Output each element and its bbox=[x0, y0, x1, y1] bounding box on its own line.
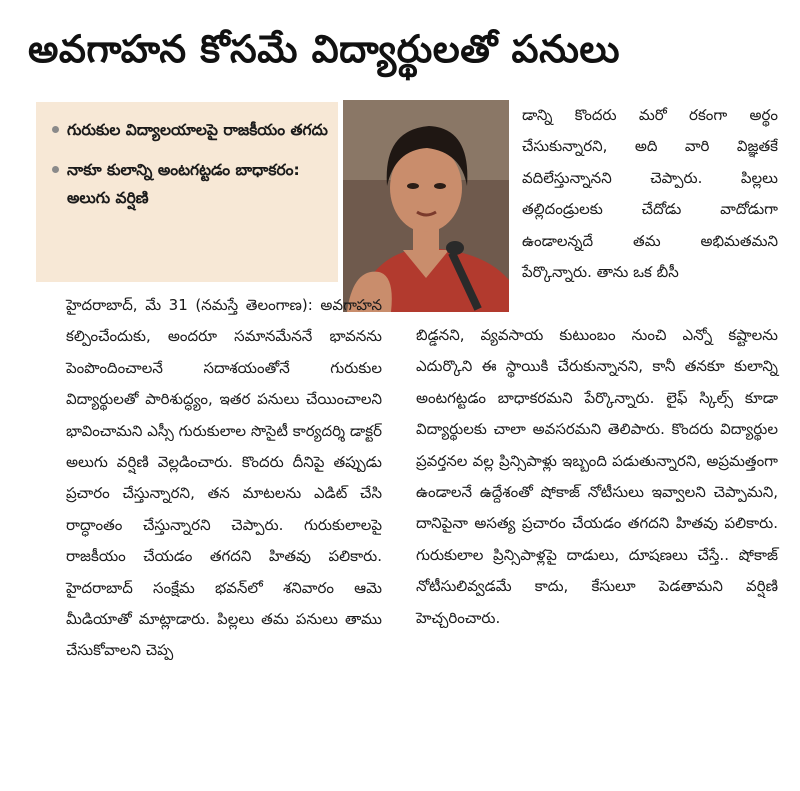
article-column-right-top bbox=[522, 100, 778, 288]
article-headline: అవగాహన కోసమే విద్యార్థులతో పనులు bbox=[28, 27, 620, 71]
article-paragraph: డాన్ని కొందరు మరో రకంగా అర్థం చేసుకున్నారని, అది వారి విజ్ఞతకే వదిలేస్తున్నానని చెప్పారు. పిల్లలు తల్లిదండ్రులకు చేదోడు వాదోడుగా ఉండాలన్నదే తమ అభిమతమని పేర్కొన్నారు. తాను ఒక బీసీ bbox=[522, 106, 778, 282]
article-column-left bbox=[66, 290, 382, 667]
bullet-icon bbox=[52, 126, 59, 133]
bullet-icon bbox=[52, 166, 59, 173]
highlight-text: గురుకుల విద్యాలయాలపై రాజకీయం తగదు bbox=[67, 121, 328, 139]
highlight-item bbox=[50, 156, 328, 212]
article-paragraph: హైదరాబాద్, మే 31 (నమస్తే తెలంగాణ): అవగాహన కల్పించేందుకు, అందరూ సమానమేననే భావనను పెంపొందించాలనే సదాశయంతోనే గురుకుల విద్యార్థులతో పారిశుద్ధ్యం, ఇతర పనులు చేయించాలని భావించామని ఎస్సీ గురుకులాల సొసైటీ కార్యదర్శి డాక్టర్ అలుగు వర్షిణి వెల్లడించారు. కొందరు దీనిపై తప్పుడు ప్రచారం చేస్తున్నారని, తన మాటలను ఎడిట్ చేసి రాద్ధాంతం చేస్తున్నారని చెప్పారు. గురుకులాలపై రాజకీయం చేయడం తగదని హితవు పలికారు. హైదరాబాద్ సంక్షేమ భవన్‌లో శనివారం ఆమె మీడియాతో మాట్లాడారు. పిల్లలు తమ పనులు తాము చేసుకోవాలని చెప్ప bbox=[66, 296, 382, 660]
portrait-illustration bbox=[343, 100, 509, 312]
highlights-box bbox=[36, 102, 338, 282]
highlight-item bbox=[50, 116, 328, 144]
article-paragraph: బిడ్డనని, వ్యవసాయ కుటుంబం నుంచి ఎన్నో కష్టాలను ఎదుర్కొని ఈ స్థాయికి చేరుకున్నానని, కానీ తనకూ కులాన్ని అంటగట్టడం బాధాకరమని పేర్కొన్నారు. లైఫ్ స్కిల్స్ కూడా విద్యార్థులకు చాలా అవసరమని తెలిపారు. కొందరు విద్యార్థుల ప్రవర్తనల వల్ల ప్రిన్సిపాళ్లు ఇబ్బంది పడుతున్నారని, అప్రమత్తంగా ఉండాలనే ఉద్దేశంతో షోకాజ్ నోటీసులు ఇవ్వాలని చెప్పామని, దానిపైనా అసత్య ప్రచారం చేయడం తగదని హితవు పలికారు. గురుకులాల ప్రిన్సిపాళ్లపై దాడులు, దూషణలు చేస్తే.. షోకాజ్ నోటీసులివ్వడమే కాదు, కేసులూ పెడతామని వర్షిణి హెచ్చరించారు. bbox=[416, 326, 778, 627]
article-column-right bbox=[416, 320, 778, 634]
highlight-text: నాకూ కులాన్ని అంటగట్టడం బాధాకరం: అలుగు వర్షిణి bbox=[67, 161, 300, 207]
portrait-photo bbox=[343, 100, 509, 312]
